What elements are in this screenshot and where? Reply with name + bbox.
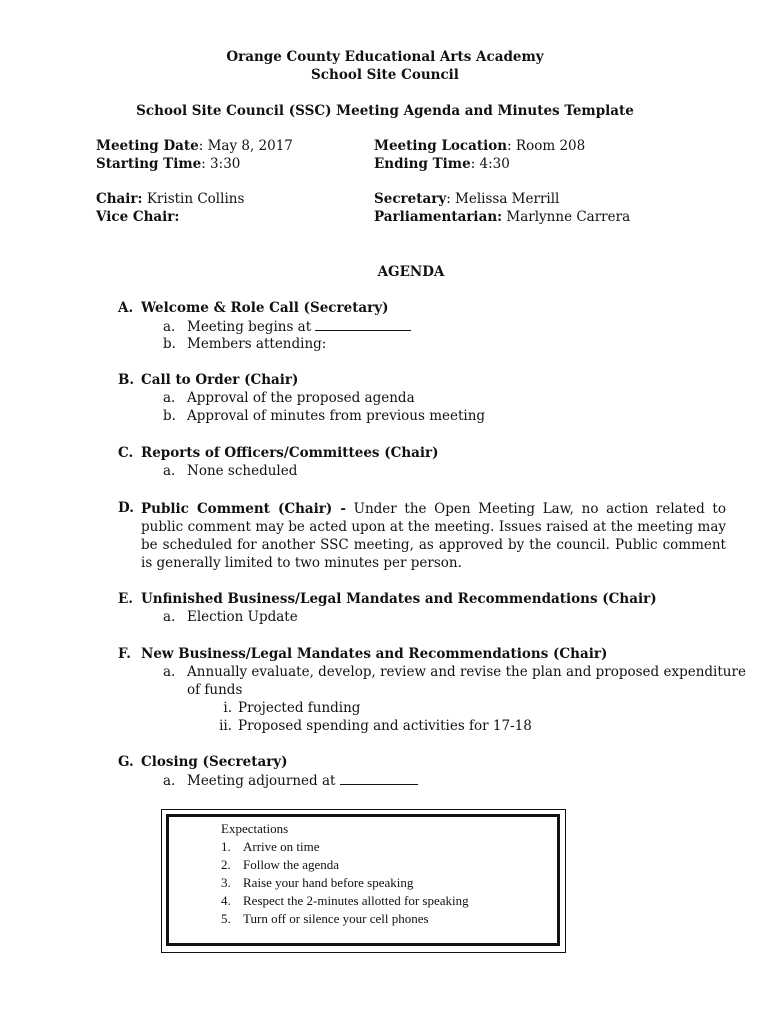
section-g-item-a: a. Meeting adjourned at bbox=[163, 772, 418, 789]
expectation-item: 1. Arrive on time bbox=[221, 839, 320, 854]
section-b-heading: B. Call to Order (Chair) bbox=[118, 372, 299, 388]
section-f-subitem-i: i. Projected funding bbox=[223, 700, 361, 716]
secretary: Secretary: Melissa Merrill bbox=[374, 191, 560, 207]
section-e-heading: E. Unfinished Business/Legal Mandates and Recommendations (Chair) bbox=[118, 591, 657, 607]
council-name: School Site Council bbox=[311, 67, 459, 83]
meeting-location: Meeting Location: Room 208 bbox=[374, 138, 586, 154]
expectation-item: 2. Follow the agenda bbox=[221, 857, 340, 872]
ending-time: Ending Time: 4:30 bbox=[374, 156, 510, 172]
chair: Chair: Kristin Collins bbox=[96, 191, 245, 207]
section-b-item-a: a. Approval of the proposed agenda bbox=[163, 390, 415, 406]
section-f-item-a-continued: of funds bbox=[187, 682, 243, 698]
section-f-item-a: a. Annually evaluate, develop, review and revise the plan and proposed expenditure bbox=[163, 664, 746, 680]
agenda-title: AGENDA bbox=[377, 264, 445, 280]
section-d-letter: D. bbox=[118, 500, 134, 516]
public-comment-paragraph: Public Comment (Chair) - Under the Open Meeting Law, no action related to public comment may be acted upon at the meeting. Issues raised at the meeting may be scheduled for another SSC meeting, as approved by the council. Public comment is generally limited to two minutes per person. bbox=[141, 501, 726, 571]
section-g-heading: G. Closing (Secretary) bbox=[118, 754, 288, 770]
parliamentarian: Parliamentarian: Marlynne Carrera bbox=[374, 209, 631, 225]
section-c-heading: C. Reports of Officers/Committees (Chair) bbox=[118, 445, 439, 461]
section-a-item-b: b. Members attending: bbox=[163, 336, 327, 352]
meeting-begins-blank bbox=[315, 318, 411, 331]
section-f-subitem-ii: ii. Proposed spending and activities for 17-18 bbox=[219, 718, 532, 734]
vice-chair: Vice Chair: bbox=[96, 209, 180, 225]
meeting-date: Meeting Date: May 8, 2017 bbox=[96, 138, 293, 154]
starting-time: Starting Time: 3:30 bbox=[96, 156, 241, 172]
section-c-item-a: a. None scheduled bbox=[163, 463, 298, 479]
meeting-adjourned-blank bbox=[340, 772, 418, 785]
expectation-item: 3. Raise your hand before speaking bbox=[221, 875, 414, 890]
section-a-heading: A. Welcome & Role Call (Secretary) bbox=[118, 300, 389, 316]
document-title: School Site Council (SSC) Meeting Agenda and Minutes Template bbox=[136, 103, 634, 119]
expectations-title: Expectations bbox=[221, 821, 289, 836]
expectation-item: 5. Turn off or silence your cell phones bbox=[221, 911, 429, 926]
section-f-heading: F. New Business/Legal Mandates and Recommendations (Chair) bbox=[118, 646, 608, 662]
expectation-item: 4. Respect the 2-minutes allotted for speaking bbox=[221, 893, 469, 908]
section-e-item-a: a. Election Update bbox=[163, 609, 298, 625]
school-name: Orange County Educational Arts Academy bbox=[226, 49, 544, 65]
section-b-item-b: b. Approval of minutes from previous meeting bbox=[163, 408, 486, 424]
section-a-item-a: a. Meeting begins at bbox=[163, 318, 411, 335]
